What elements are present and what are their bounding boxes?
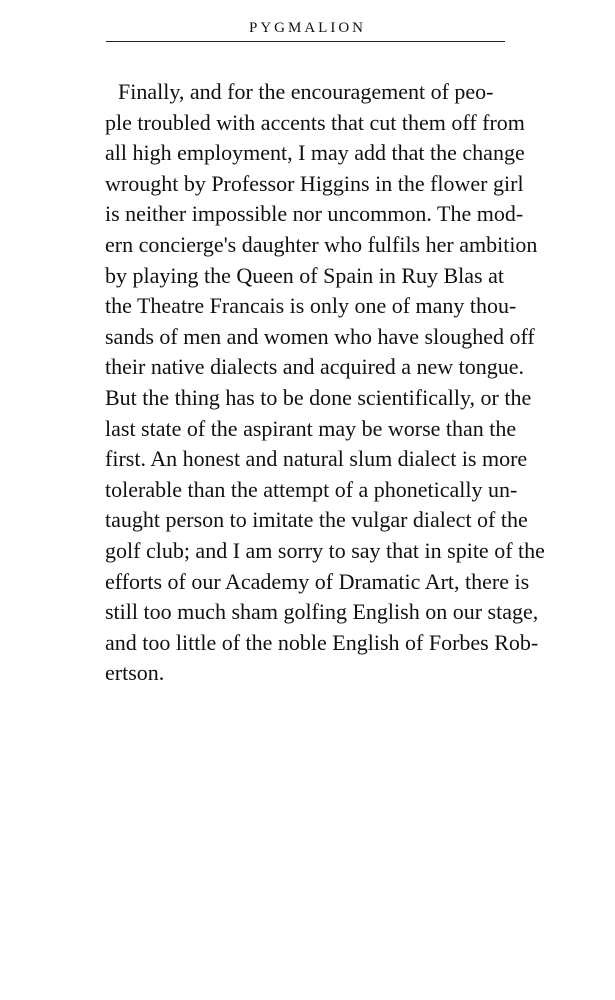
- text-line-12: last state of the aspirant may be worse than the: [105, 415, 517, 441]
- text-line-20: ertson.: [105, 660, 165, 686]
- text-line-2: ple troubled with accents that cut them off from: [105, 109, 525, 135]
- text-line-8: the Theatre Francais is only one of many thou-: [105, 293, 517, 319]
- text-line-10: their native dialects and acquired a new tongue.: [105, 354, 525, 380]
- text-line-11: But the thing has to be done scientifically, or the: [105, 384, 532, 410]
- text-line-1: Finally, and for the encouragement of peo-: [118, 79, 494, 104]
- text-line-7: by playing the Queen of Spain in Ruy Blas at: [105, 262, 504, 288]
- text-line-17: efforts of our Academy of Dramatic Art, there is: [105, 568, 530, 594]
- paragraph: [105, 77, 598, 689]
- text-line-5: is neither impossible nor uncommon. The mod-: [105, 201, 524, 227]
- header-rule: [106, 41, 505, 42]
- text-line-16: golf club; and I am sorry to say that in spite of the: [105, 537, 545, 563]
- text-line-15: taught person to imitate the vulgar dialect of the: [105, 507, 528, 533]
- text-line-4: wrought by Professor Higgins in the flower girl: [105, 170, 524, 196]
- running-head: PYGMALION: [249, 20, 366, 36]
- text-line-14: tolerable than the attempt of a phonetically un-: [105, 476, 518, 502]
- text-line-6: ern concierge's daughter who fulfils her ambition: [105, 231, 538, 257]
- text-line-19: and too little of the noble English of Forbes Rob-: [105, 629, 539, 655]
- text-line-13: first. An honest and natural slum dialect is more: [105, 446, 528, 472]
- text-line-3: all high employment, I may add that the change: [105, 140, 525, 166]
- text-line-9: sands of men and women who have sloughed off: [105, 323, 535, 349]
- text-line-18: still too much sham golfing English on our stage,: [105, 599, 539, 625]
